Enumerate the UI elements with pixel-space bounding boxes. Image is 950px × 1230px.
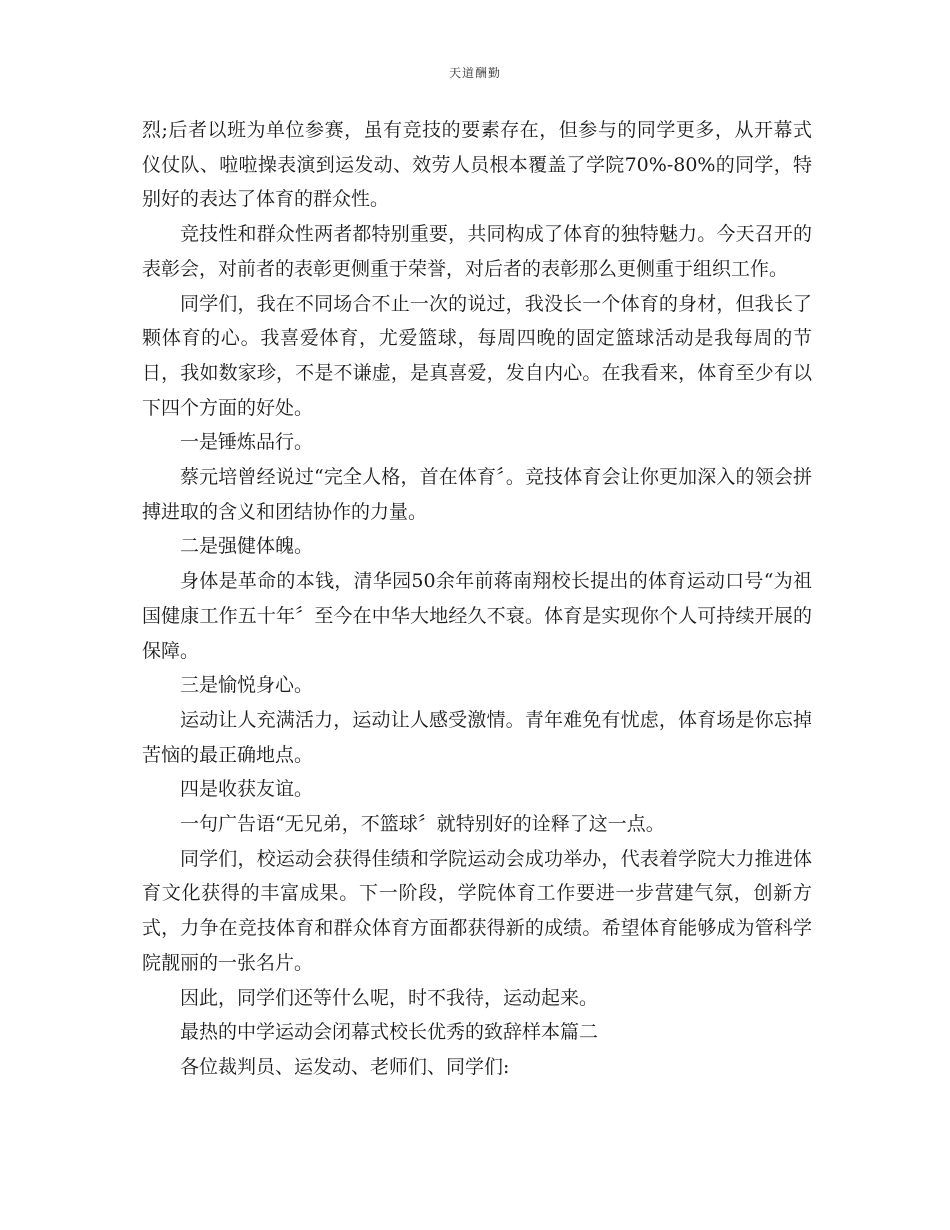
paragraph-5: 身体是革命的本钱，清华园50余年前蒋南翔校长提出的体育运动口号“为祖国健康工作五十年〞至今在中华大地经久不衰。体育是实现你个人可持续开展的保障。	[142, 570, 812, 662]
paragraph-3: 同学们，我在不同场合不止一次的说过，我没长一个体育的身材，但我长了颗体育的心。我喜爱体育，尤爱篮球，每周四晚的固定篮球活动是我每周的节日，我如数家珍，不是不谦虚，是真喜爱，发自内心。在我看来，体育至少有以下四个方面的好处。	[142, 292, 812, 419]
heading-point-3: 三是愉悦身心。	[180, 674, 314, 697]
document-body	[142, 113, 812, 1085]
page-header: 天道酬勤	[448, 66, 501, 80]
paragraph-1: 烈;后者以班为单位参赛，虽有竞技的要素存在，但参与的同学更多，从开幕式仪仗队、啦啦操表演到运发动、效劳人员根本覆盖了学院70%-80%的同学，特别好的表达了体育的群众性。	[142, 119, 812, 211]
heading-point-2: 二是强健体魄。	[180, 535, 314, 558]
paragraph-7: 一句广告语“无兄弟，不篮球〞就特别好的诠释了这一点。	[180, 813, 665, 836]
heading-point-4: 四是收获友谊。	[180, 778, 314, 801]
heading-point-1: 一是锤炼品行。	[180, 431, 314, 454]
paragraph-9: 因此，同学们还等什么呢，时不我待，运动起来。	[180, 986, 599, 1009]
paragraph-8: 同学们，校运动会获得佳绩和学院运动会成功举办，代表着学院大力推进体育文化获得的丰富成果。下一阶段，学院体育工作要进一步营建气氛，创新方式，力争在竞技体育和群众体育方面都获得新的成绩。希望体育能够成为管科学院靓丽的一张名片。	[142, 847, 812, 974]
paragraph-2: 竞技性和群众性两者都特别重要，共同构成了体育的独特魅力。今天召开的表彰会，对前者的表彰更侧重于荣誉，对后者的表彰那么更侧重于组织工作。	[142, 223, 812, 280]
salutation: 各位裁判员、运发动、老师们、同学们:	[180, 1055, 510, 1078]
paragraph-4: 蔡元培曾经说过“完全人格，首在体育〞。竞技体育会让你更加深入的领会拼搏进取的含义和团结协作的力量。	[142, 466, 812, 523]
section-title: 最热的中学运动会闭幕式校长优秀的致辞样本篇二	[180, 1021, 599, 1044]
paragraph-6: 运动让人充满活力，运动让人感受激情。青年难免有忧虑，体育场是你忘掉苦恼的最正确地点。	[142, 708, 812, 766]
